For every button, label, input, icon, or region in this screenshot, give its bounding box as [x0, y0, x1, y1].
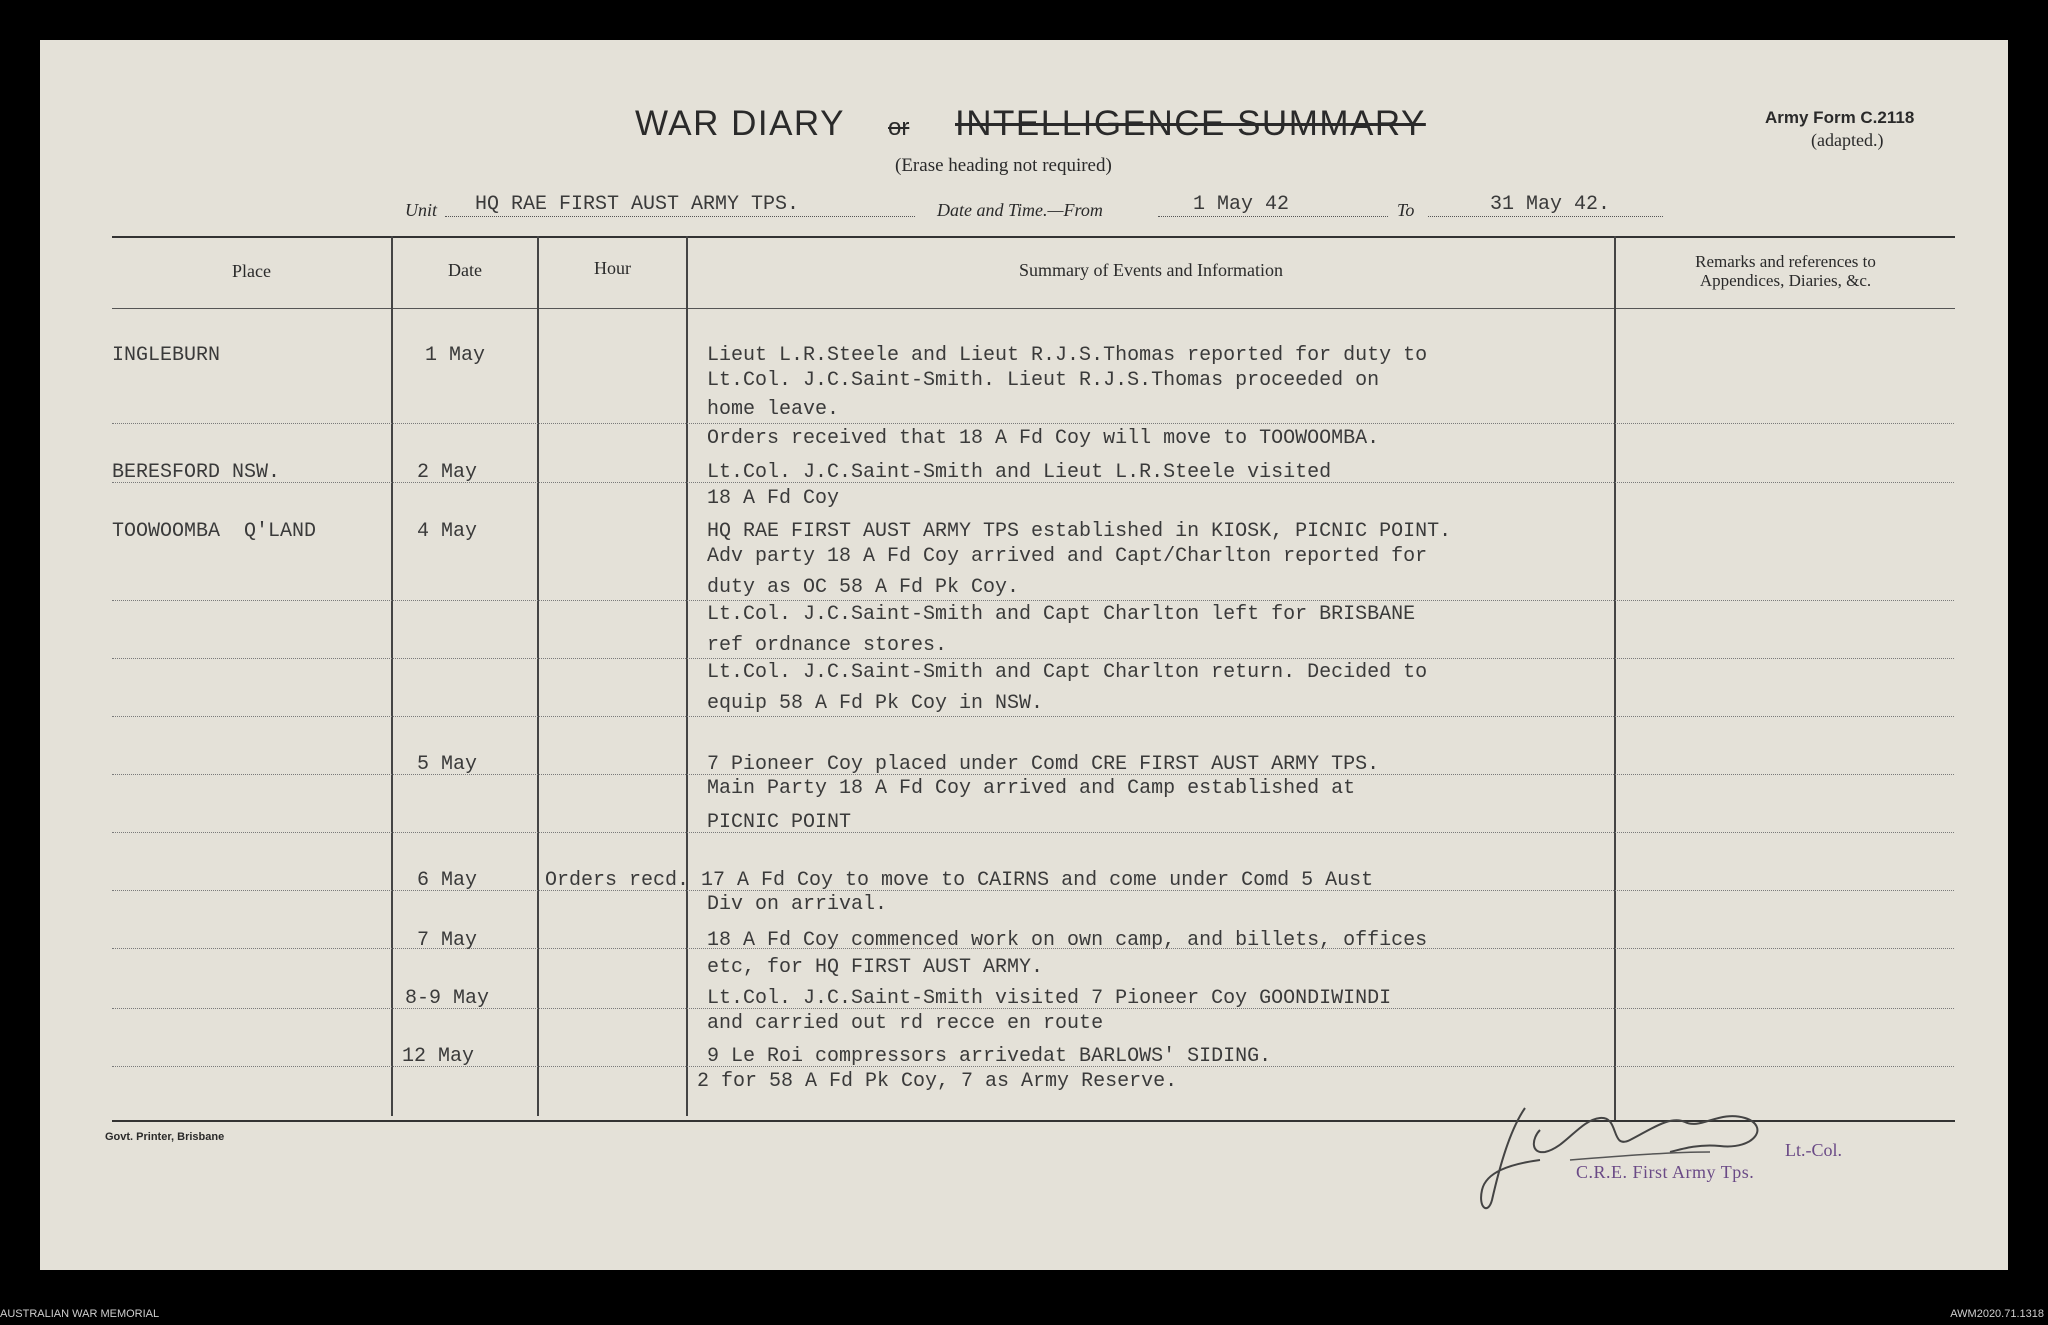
column-header-remarks-1: Remarks and references to [1695, 252, 1876, 271]
entry-summary-line: Main Party 18 A Fd Coy arrived and Camp established at [707, 777, 1356, 800]
column-header-hour: Hour [594, 258, 631, 278]
from-underline [1158, 216, 1388, 217]
entry-summary-line: Lt.Col. J.C.Saint-Smith and Capt Charlton left for BRISBANE [707, 603, 1416, 626]
form-title-struck: INTELLIGENCE SUMMARY [955, 104, 1426, 143]
date-time-label: Date and Time.—From [937, 200, 1103, 220]
entry-summary-line: Lt.Col. J.C.Saint-Smith. Lieut R.J.S.Thomas proceeded on [707, 369, 1380, 392]
entry-place: TOOWOOMBA Q'LAND [112, 520, 317, 543]
unit-underline [445, 216, 915, 217]
entry-date: 4 May [417, 520, 478, 543]
entry-summary-line: 7 Pioneer Coy placed under Comd CRE FIRST AUST ARMY TPS. [707, 753, 1380, 776]
entry-summary-line: PICNIC POINT [707, 811, 852, 834]
entry-date: 1 May [425, 344, 486, 367]
entry-summary-line: ref ordnance stores. [707, 634, 948, 657]
erase-note: (Erase heading not required) [895, 155, 1112, 176]
entry-date: 12 May [402, 1045, 475, 1068]
archive-caption-left: AUSTRALIAN WAR MEMORIAL [0, 1308, 160, 1320]
column-header-date: Date [448, 260, 482, 280]
entry-date: 5 May [417, 753, 478, 776]
column-header-remarks-2: Appendices, Diaries, &c. [1699, 271, 1872, 290]
entry-summary-line: Orders received that 18 A Fd Coy will move to TOOWOOMBA. [707, 427, 1380, 450]
entry-summary-line: 18 A Fd Coy [707, 487, 840, 510]
signature [1470, 1090, 1790, 1220]
entry-summary-line: equip 58 A Fd Pk Coy in NSW. [707, 692, 1044, 715]
unit-value: HQ RAE FIRST AUST ARMY TPS. [475, 193, 800, 216]
divider-hour-summary [686, 236, 688, 1116]
from-value: 1 May 42 [1193, 193, 1290, 216]
form-title-or: or [888, 114, 910, 141]
entry-date: 8-9 May [405, 987, 490, 1010]
entry-date: 2 May [417, 461, 478, 484]
entry-summary-line: Lt.Col. J.C.Saint-Smith and Capt Charlton return. Decided to [707, 661, 1428, 684]
entry-summary-line: duty as OC 58 A Fd Pk Coy. [707, 576, 1020, 599]
entry-summary-line: Lieut L.R.Steele and Lieut R.J.S.Thomas reported for duty to [707, 344, 1428, 367]
entry-summary-line: 9 Le Roi compressors arrivedat BARLOWS' SIDING. [707, 1045, 1272, 1068]
column-header-summary: Summary of Events and Information [1019, 260, 1283, 280]
entry-summary-line: 18 A Fd Coy commenced work on own camp, and billets, offices [707, 929, 1428, 952]
divider-place-date [391, 236, 393, 1116]
unit-label: Unit [405, 200, 438, 220]
divider-date-hour [537, 236, 539, 1116]
to-label: To [1397, 200, 1415, 220]
entry-date: 6 May [417, 869, 478, 892]
entry-summary-line: Div on arrival. [707, 893, 888, 916]
entry-summary-line: HQ RAE FIRST AUST ARMY TPS established in KIOSK, PICNIC POINT. [707, 520, 1452, 543]
to-value: 31 May 42. [1490, 193, 1611, 216]
army-form-number: Army Form C.2118 [1765, 108, 1915, 127]
row-separator [112, 658, 1954, 659]
entry-summary-line: Lt.Col. J.C.Saint-Smith visited 7 Pioneer Coy GOONDIWINDI [707, 987, 1392, 1010]
entry-place: BERESFORD NSW. [112, 461, 281, 484]
table-top-rule [112, 236, 1955, 238]
row-separator [112, 716, 1954, 717]
form-title: WAR DIARY [635, 104, 845, 143]
army-form-adapted: (adapted.) [1811, 130, 1884, 150]
column-header-place: Place [232, 261, 271, 281]
entry-place: INGLEBURN [112, 344, 221, 367]
row-separator [112, 423, 1954, 424]
to-underline [1428, 216, 1663, 217]
entry-summary-line: Lt.Col. J.C.Saint-Smith and Lieut L.R.Steele visited [707, 461, 1332, 484]
rank-stamp: Lt.-Col. [1785, 1140, 1842, 1160]
entry-summary-line: etc, for HQ FIRST AUST ARMY. [707, 956, 1044, 979]
row-separator [112, 832, 1954, 833]
entry-summary-line: Orders recd. 17 A Fd Coy to move to CAIRNS and come under Comd 5 Aust [545, 869, 1374, 892]
row-separator [112, 600, 1954, 601]
archive-caption-right: AWM2020.71.1318 [1950, 1308, 2044, 1320]
entry-summary-line: home leave. [707, 398, 840, 421]
entry-summary-line: Adv party 18 A Fd Coy arrived and Capt/Charlton reported for [707, 545, 1428, 568]
divider-summary-remarks [1614, 236, 1616, 1120]
entry-date: 7 May [417, 929, 478, 952]
table-header-rule [112, 308, 1955, 309]
printer-imprint: Govt. Printer, Brisbane [105, 1131, 225, 1143]
appointment-stamp: C.R.E. First Army Tps. [1576, 1162, 1755, 1182]
entry-summary-line: and carried out rd recce en route [707, 1012, 1104, 1035]
entry-summary-line: 2 for 58 A Fd Pk Coy, 7 as Army Reserve. [697, 1070, 1178, 1093]
